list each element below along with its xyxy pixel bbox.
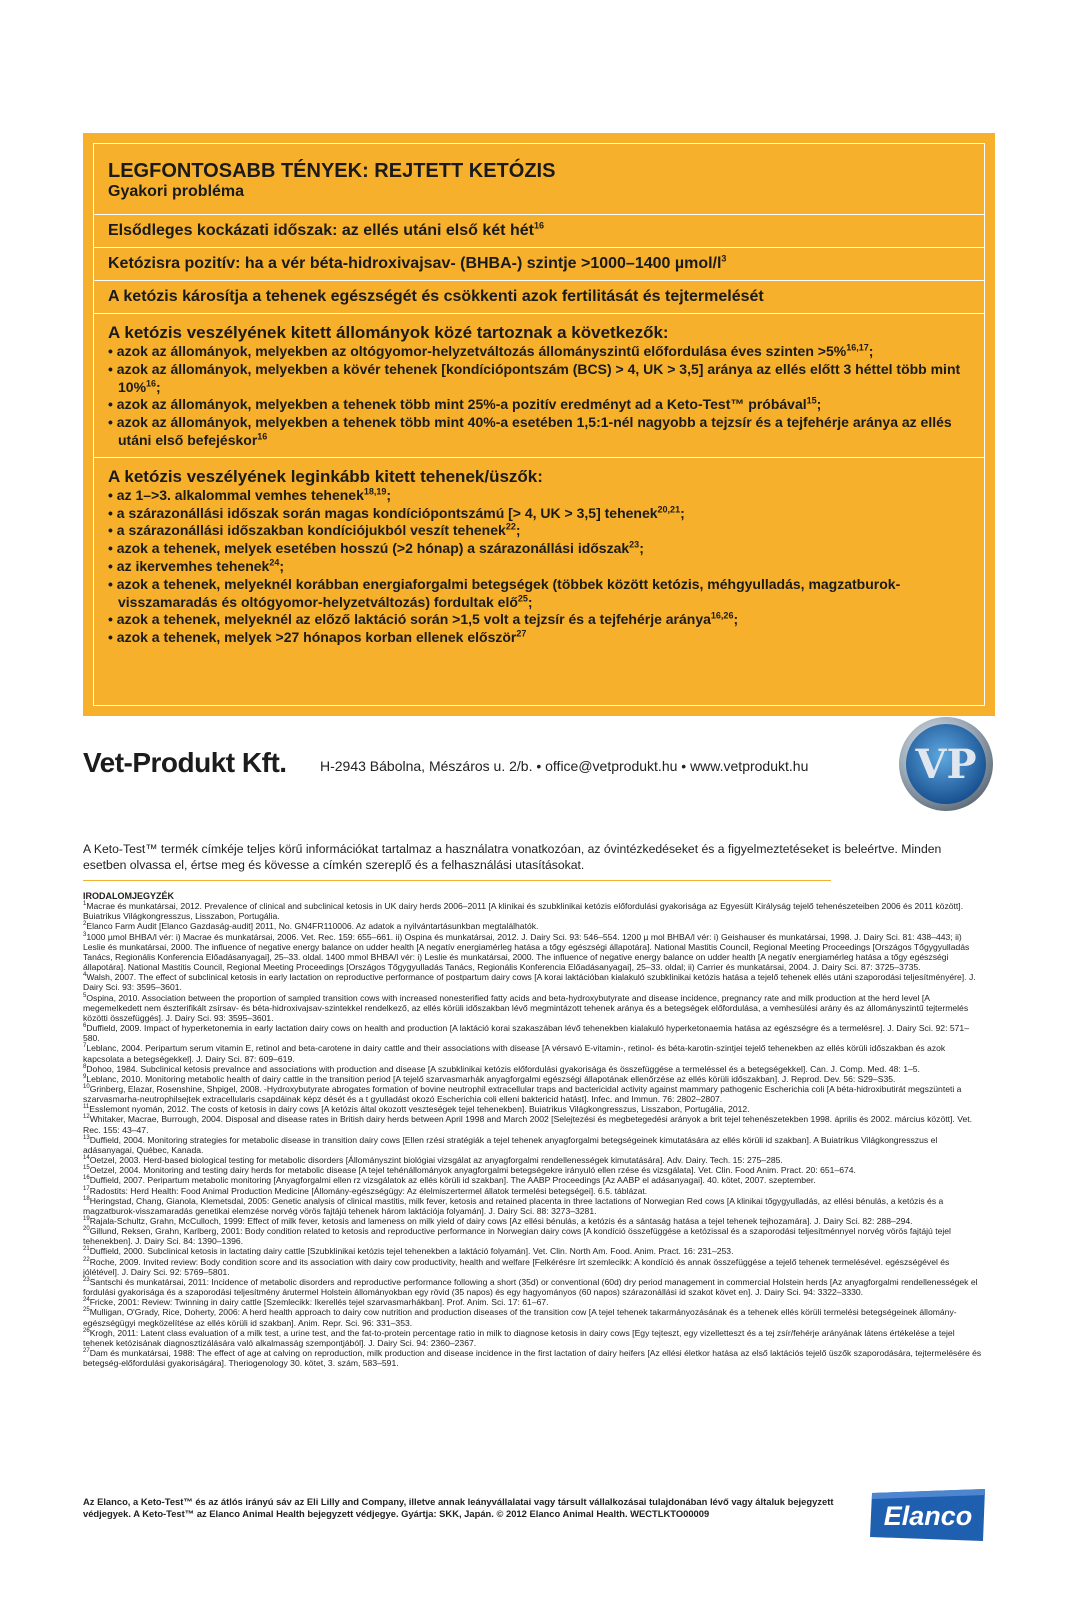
cows-item: • a szárazonállási időszakban kondíciójukból veszít tehenek$^{22}$; [108, 522, 970, 540]
cows-section [94, 458, 984, 657]
references-section [83, 891, 983, 1368]
trademark-footer: Az Elanco, a Keto-Test™ és az átlós irányú sáv az Eli Lilly and Company, illetve annak leányvállalatai vagy társult vállalkozásai tulajdonában lévő vagy általuk bejegyzett védjegyek. A Keto-Test™ az Elanco Animal Health bejegyzett védjegye. Gyártja: SKK, Japán. © 2012 Elanco Animal Health. WECTLKTO00009 [83, 1496, 834, 1519]
reference-item: $^{19}$Rajala-Schultz, Grahn, McCulloch, 1999: Effect of milk fever, ketosis and lameness on milk yield of dairy cows [Az ellési bénulás, a ketózis és a sántaság hatása a tejel tehenek tejhozamára]. J. Dairy Sci. 82: 288–294. [83, 1216, 913, 1226]
reference-item: $^{20}$Gillund, Reksen, Grahn, Karlberg, 2001: Body condition related to ketosis and reproductive performance in Norwegian dairy cows [A kondíció összefüggése a ketózissal és a szaporodási teljesítménnyel norvég vörös fajtájú tejel tehenekben]. J. Dairy Sci. 84: 1390–1396. [83, 1226, 951, 1247]
reference-item: $^{21}$Duffield, 2000. Subclinical ketosis in lactating dairy cattle [Szubklinikai ketózis tejel tehenekben a laktáció folyamán]. Vet. Clin. North Am. Food. Anim. Pract. 16: 231–253. [83, 1246, 734, 1257]
reference-item: $^{11}$Esslemont nyomán, 2012. The costs of ketosis in dairy cows [A ketózis által okozott veszteségek tejel tehenekben]. Buiatrikus Világkongresszus, Lisszabon, Portugália, 2012. [83, 1104, 750, 1115]
cows-item: • azok a tehenek, melyeknél korábban energiaforgalmi betegségek (többek között ketózis, méhgyulladás, magzatburok-visszamaradás és oltógyomor-helyzetváltozás) fordultak elő$^{25}$; [108, 576, 970, 612]
vet-produkt-logo [898, 716, 994, 812]
label-notice: A Keto-Test™ termék címkéje teljes körű információkat tartalmaz a használatra vonatkozóan, az óvintézkedéseket és a figyelmeztetéseket is beleértve. Minden esetben olvassa el, értse meg és kövesse a címkén szereplő és a felhasználási utasításokat. [83, 842, 942, 872]
facts-heading-row [94, 144, 984, 215]
reference-item: $^{14}$Oetzel, 2003. Herd-based biological testing for metabolic disorders [Állományszint biológiai vizsgálat az anyagforgalmi rendellenességek kimutatására]. Adv. Dairy. Tech. 15: 275–285. [83, 1155, 783, 1166]
reference-item: $^{22}$Roche, 2009. Invited review: Body condition score and its association with dairy cow productivity, health and welfare [Felkérésre írt szemlecikk: A kondíció és annak összefüggése a tejelő tehenek termelésével. egészségével és jólétével]. J. Dairy Sci. 92: 5769–5801. [83, 1256, 950, 1277]
herds-section [94, 314, 984, 458]
cows-item: • a szárazonállási időszak során magas kondíciópontszámú [> 4, UK > 3,5] tehenek$^{20,21}$; [108, 505, 970, 523]
herds-title: A ketózis veszélyének kitett állományok közé tartoznak a következők: [108, 323, 669, 342]
reference-item: $^7$Leblanc, 2004. Peripartum serum vitamin E, retinol and beta-carotene in dairy cattle and their associations with disease [A vérsavó E-vitamin-, retinol- és béta-karotin-szintjei tejelő tehenekben az ellés körüli időszakban és azok kapcsolata a betegségekkel]. J. Dairy Sci. 87: 609–619. [83, 1043, 946, 1064]
reference-item: $^5$Ospina, 2010. Association between the proportion of sampled transition cows with increased nonesterified fatty acids and beta-hydroxybutyrate and disease incidence, pregnancy rate and milk production at the herd level [A megemelkedett nem észterifikált zsírsav- és béta-hidroxivajsav-szintekkel rendelkező, az ellés körüli időszakban lévő megmintázott tehenek aránya és a betegségek előfordulása, a vemhesülési arány és az állományszintű tejtermelés közötti összefüggés]. J. Dairy Sci. 93: 3595–3601. [83, 992, 969, 1023]
svg-text:Elanco: Elanco [883, 1501, 973, 1531]
reference-item: $^{13}$Duffield, 2004. Monitoring strategies for metabolic disease in transition dairy cows [Ellen rzési stratégiák a tejel tehenek anyagforgalmi betegségeinek kimutatására az ellés körüli id szakban]. A Buiatrikus Világkongresszus el adásanyagai, Québec, Kanada. [83, 1134, 938, 1155]
reference-item: $^2$Elanco Farm Audit [Elanco Gazdaság-audit] 2011, No. GN4FR110006. Az adatok a nyilvántartásunkban megtalálhatók. [83, 921, 539, 932]
fact-row-2: Ketózisra pozitív: ha a vér béta-hidroxivajsav- (BHBA-) szintje >1000–1400 µmol/$l^3$ [94, 248, 984, 281]
reference-item: $^3$1000 µmol BHBA/l vér: i) Macrae és munkatársai, 2006. Vet. Rec. 159: 655–661. ii) Ospina és munkatársai, 2012. J. Dairy Sci. 93: 546–554. 1200 µ mol BHBA/l vér: i) Geishauser és munkatársai, 1998. J. Dairy Sci. 81: 438–443; ii) Leslie és munkatársai, 2000. The influence of negative energy balance on udder health [A negatív energiamérleg hatása a tőgy egészségi állapotára]. National Mastitis Council, Regional Meeting Proceedings [Országos Tőgygyulladás Tanács, Regionális Konferencia Előadásanyagai], 25–33. oldal. 1400 mmol BHBA/l vér: i) Leslie és munkatársai, 2000. The influence of negative energy balance on udder health [A negatív energiamérleg hatása a tőgy egészségi állapotára]. National Mastitis Council, Regional Meeting Proceedings [Országos Tőgygyulladás Tanács, Regionális Konferencia Előadásanyagai], 25–33. oldal; ii) Carrier és munkatársai, 2004. J. Dairy Sci. 87: 3725–3735. [83, 931, 970, 973]
reference-item: $^{16}$Duffield, 2007. Peripartum metabolic monitoring [Anyagforgalmi ellen rz vizsgálatok az ellés körüli id szakban]. The AABP Proceedings [Az AABP el adásanyagai]. 40. kötet, 2007. szeptember. [83, 1175, 816, 1186]
cows-title: A ketózis veszélyének leginkább kitett tehenek/üszők: [108, 466, 543, 486]
reference-item: $^4$Walsh, 2007. The effect of subclinical ketosis in early lactation on reproductive performance of postpartum dairy cows [A korai laktációban kialakuló szubklinikai ketózis hatása a tejelő tehenek ellés utáni szaporodási teljesítményére]. J. Dairy Sci. 93: 3595–3601. [83, 972, 976, 993]
cows-list [108, 487, 970, 647]
cows-item: • azok a tehenek, melyek esetében hosszú (>2 hónap) a szárazonállási időszak$^{23}$; [108, 540, 970, 558]
key-facts-inner-frame [93, 143, 985, 706]
reference-item: $^{23}$Santschi és munkatársai, 2011: Incidence of metabolic disorders and reproductive performance following a short (35d) or conventional (60d) dry period management in commercial Holstein herds [Az anyagforgalmi rendellenességek el fordulási gyakorisága és a szaporodási teljesítmény árutermel Holstein állományokban egy rövid (35 napos) és egy hagyományos (60 napos) szárazonállási id szakot követ en]. J. Dairy Sci. 94: 3322–3330. [83, 1276, 978, 1298]
reference-item: $^8$Dohoo, 1984. Subclinical ketosis prevalnce and associations with production and disease [A szubklinikai ketózis előfordulási gyakorisága és összefüggése a termeléssel és a betegségekkel]. Can. J. Comp. Med. 48: 1–5. [83, 1063, 920, 1074]
key-facts-panel [83, 133, 995, 716]
reference-item: $^{15}$Oetzel, 2004. Monitoring and testing dairy herds for metabolic disease [A tejel tehénállományok anyagforgalmi betegségekre irányuló ellen rzése és vizsgálata]. Vet. Clin. Food Anim. Pract. 20: 651–674. [83, 1165, 856, 1176]
reference-item: $^1$Macrae és munkatársai, 2012. Prevalence of clinical and subclinical ketosis in UK dairy herds 2006–2011 [A klinikai és szubklinikai ketózis előfordulási gyakorisága az Egyesült Királyság tejelő tehenészeteiben 2006 és 2011 között]. Buiatrikus Világkongresszus, Lisszabon, Portugália. [83, 901, 964, 922]
facts-subtitle: Gyakori probléma [108, 183, 245, 200]
reference-item: $^{17}$Radostits: Herd Health: Food Animal Production Medicine [Állomány-egészségügy: Az élelmiszertermel állatok termelési betegségei]. 6.5. táblázat. [83, 1185, 648, 1196]
facts-title: LEGFONTOSABB TÉNYEK: REJTETT KETÓZIS [108, 160, 556, 182]
svg-text:VP: VP [915, 741, 977, 788]
herds-item: • azok az állományok, melyekben az oltógyomor-helyzetváltozás állományszintű előfordulása éves szinten >5%$^{16,17}$; [108, 343, 970, 361]
herds-list [108, 343, 970, 450]
fact-row-3: A ketózis károsítja a tehenek egészségét és csökkenti azok fertilitását és tejtermelését [94, 281, 984, 314]
cows-item: • azok a tehenek, melyeknél az előző laktáció során >1,5 volt a tejzsír és a tejfehérje aránya$^{16,26}$; [108, 611, 970, 629]
reference-item: $^{27}$Dam és munkatársai, 1988: The effect of age at calving on reproduction, milk production and disease incidence in the first lactation of dairy heifers [Az ellési életkor hatása az első laktációs tejelő üszők szaporodására, tejtermelésére és betegség-előfordulási gyakoriságára]. Theriogenology 30. kötet, 3. szám, 583–591. [83, 1348, 982, 1369]
reference-item: $^{18}$Heringstad, Chang, Gianola, Klemetsdal, 2005: Genetic analysis of clinical mastitis, milk fever, ketosis and retained placenta in three lactations of Norwegian Red cows [A klinikai tőgygyulladás, az ellési bénulás, a ketózis és a magzatburok-visszamaradás genetikai elemzése norvég vörös fajtájú tehenek három laktációja folyamán]. J. Dairy Sci. 88: 3273–3281. [83, 1195, 944, 1216]
herds-item: • azok az állományok, melyekben a kövér tehenek [kondíciópontszám (BCS) > 4, UK > 3,5] aránya az ellés előtt 3 héttel több mint 10%$^{16}$; [108, 361, 970, 397]
reference-item: $^{24}$Fricke, 2001: Review: Twinning in dairy cattle [Szemlecikk: Ikerellés tejel szarvasmarhákban]. Prof. Anim. Sci. 17: 61–67. [83, 1297, 549, 1308]
references-title: IRODALOMJEGYZÉK [83, 891, 175, 901]
notice-divider [83, 880, 831, 881]
fact-row-1: Elsődleges kockázati időszak: az ellés utáni első két hét$^{16}$ [94, 215, 984, 248]
cows-item: • az ikervemhes tehenek$^{24}$; [108, 558, 970, 576]
reference-item: $^9$Leblanc, 2010. Monitoring metabolic health of dairy cattle in the transition period [A tejelő szarvasmarhák anyagforgalmi egészségi állapotának ellenőrzése az ellés körüli időszakban]. J. Reprod. Dev. 56: S29–S35. [83, 1073, 896, 1084]
reference-item: $^{26}$Krogh, 2011: Latent class evaluation of a milk test, a urine test, and the fat-to-protein percentage ratio in milk to diagnose ketosis in dairy cows [Egy tejteszt, egy vizelletteszt és a tej zsír/fehérje arányának látens értékelése a tejel tehenek ketózisának diagnosztizálására való alkalmasság szempontjából]. J. Dairy Sci. 94: 2360–2367. [83, 1327, 955, 1348]
reference-item: $^{12}$Whitaker, Macrae, Burrough, 2004. Disposal and disease rates in British dairy herds between April 1998 and March 2002 [Selejtezési és megbetegedési arányok a brit tejel tehenészetekben 1998. április és 2002. március között]. Vet. Rec. 155: 43–47. [83, 1114, 973, 1135]
herds-item: • azok az állományok, melyekben a tehenek több mint 25%-a pozitív eredményt ad a Keto-Test™ próbával$^{15}$; [108, 396, 970, 414]
references-list [83, 901, 983, 1368]
herds-item: • azok az állományok, melyekben a tehenek több mint 40%-a esetében 1,5:1-nél nagyobb a tejzsír és a tejfehérje aránya az ellés utáni első befejéskor$^{16}$ [108, 414, 970, 450]
reference-item: $^6$Duffield, 2009. Impact of hyperketonemia in early lactation dairy cows on health and production [A laktáció korai szakaszában lévő tehenekben kialakuló hyperketonaemia hatása az egészségre és a termelésre]. J. Dairy Sci. 92: 571–580. [83, 1023, 969, 1044]
reference-item: $^{25}$Mulligan, O'Grady, Rice, Doherty, 2006: A herd health approach to dairy cow nutrition and production diseases of the transition cow [A tejel tehenek takarmányozásának és a tehenek ellés körüli termelési betegségeinek állomány-egészségügyi megközelítése az ellés körüli id szakban]. Anim. Repr. Sci. 96: 331–353. [83, 1307, 957, 1328]
elanco-logo [866, 1489, 991, 1541]
reference-item: $^{10}$Grinberg, Elazar, Rosenshine, Shpigel, 2008. -Hydroxybutyrate abrogates formation of bovine neutrophil extracellular traps and bactericidal activity against mammary pathogenic Escherichia coli [A béta-hidroxibutirát megszünteti a szarvasmarha-neutrophilsejtek extracellularis csapdáinak képz dését és a t gyulladást okozó Escherichia coli elleni baktericid hatást]. Infec. and Immun. 76: 2802–2807. [83, 1083, 962, 1105]
company-name: Vet-Produkt Kft. [83, 747, 287, 778]
cows-item: • az 1–>3. alkalommal vemhes tehenek$^{18,19}$; [108, 487, 970, 505]
cows-item: • azok a tehenek, melyek >27 hónapos korban ellenek először$^{27}$ [108, 629, 970, 647]
company-contact: H-2943 Bábolna, Mészáros u. 2/b. • office@vetprodukt.hu • www.vetprodukt.hu [320, 758, 809, 774]
